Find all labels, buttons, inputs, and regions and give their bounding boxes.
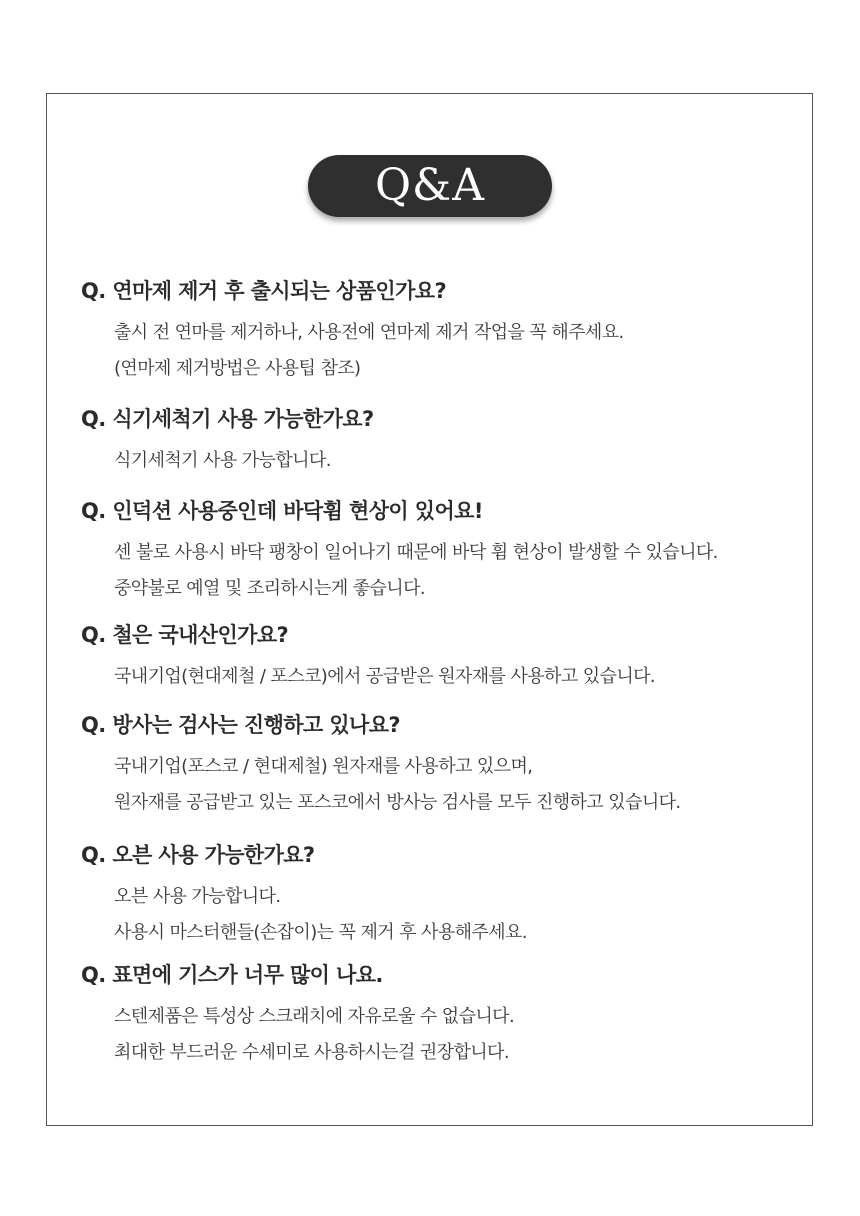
qa-answer-line: 국내기업(현대제철 / 포스코)에서 공급받은 원자재를 사용하고 있습니다. xyxy=(114,666,656,687)
qa-answer-line: 국내기업(포스코 / 현대제철) 원자재를 사용하고 있으며, xyxy=(114,756,533,777)
qa-title-badge xyxy=(308,155,552,217)
qa-question: Q. 철은 국내산인가요? xyxy=(81,623,289,647)
qa-answer-line: (연마제 제거방법은 사용팁 참조) xyxy=(114,358,361,379)
qa-list xyxy=(81,276,801,1070)
qa-question: Q. 인덕션 사용중인데 바닥휨 현상이 있어요! xyxy=(81,499,483,523)
qa-question: Q. 오븐 사용 가능한가요? xyxy=(81,843,315,867)
qa-question: Q. 연마제 제거 후 출시되는 상품인가요? xyxy=(81,279,447,303)
qa-item xyxy=(81,496,801,620)
qa-answer-line: 원자재를 공급받고 있는 포스코에서 방사능 검사를 모두 진행하고 있습니다. xyxy=(114,792,681,813)
qa-question: Q. 식기세척기 사용 가능한가요? xyxy=(81,407,374,431)
qa-title: Q&A xyxy=(374,160,485,211)
qa-item xyxy=(81,276,801,404)
qa-answer-line: 스텐제품은 특성상 스크래치에 자유로울 수 없습니다. xyxy=(114,1006,515,1027)
qa-answer-line: 최대한 부드러운 수세미로 사용하시는걸 권장합니다. xyxy=(114,1042,509,1063)
qa-question: Q. 방사는 검사는 진행하고 있나요? xyxy=(81,713,400,737)
qa-item xyxy=(81,404,801,496)
qa-item xyxy=(81,620,801,710)
qa-answer-line: 오븐 사용 가능합니다. xyxy=(114,886,281,907)
qa-item xyxy=(81,960,801,1070)
qa-item xyxy=(81,840,801,960)
qa-answer-line: 식기세척기 사용 가능합니다. xyxy=(114,450,331,471)
qa-question: Q. 표면에 기스가 너무 많이 나요. xyxy=(81,963,383,987)
qa-answer-line: 센 불로 사용시 바닥 팽창이 일어나기 때문에 바닥 휨 현상이 발생할 수 있습니다. xyxy=(114,542,718,563)
qa-answer-line: 중약불로 예열 및 조리하시는게 좋습니다. xyxy=(114,578,426,599)
qa-item xyxy=(81,710,801,840)
qa-answer-line: 출시 전 연마를 제거하나, 사용전에 연마제 제거 작업을 꼭 해주세요. xyxy=(114,322,624,343)
qa-answer-line: 사용시 마스터핸들(손잡이)는 꼭 제거 후 사용해주세요. xyxy=(114,922,527,943)
